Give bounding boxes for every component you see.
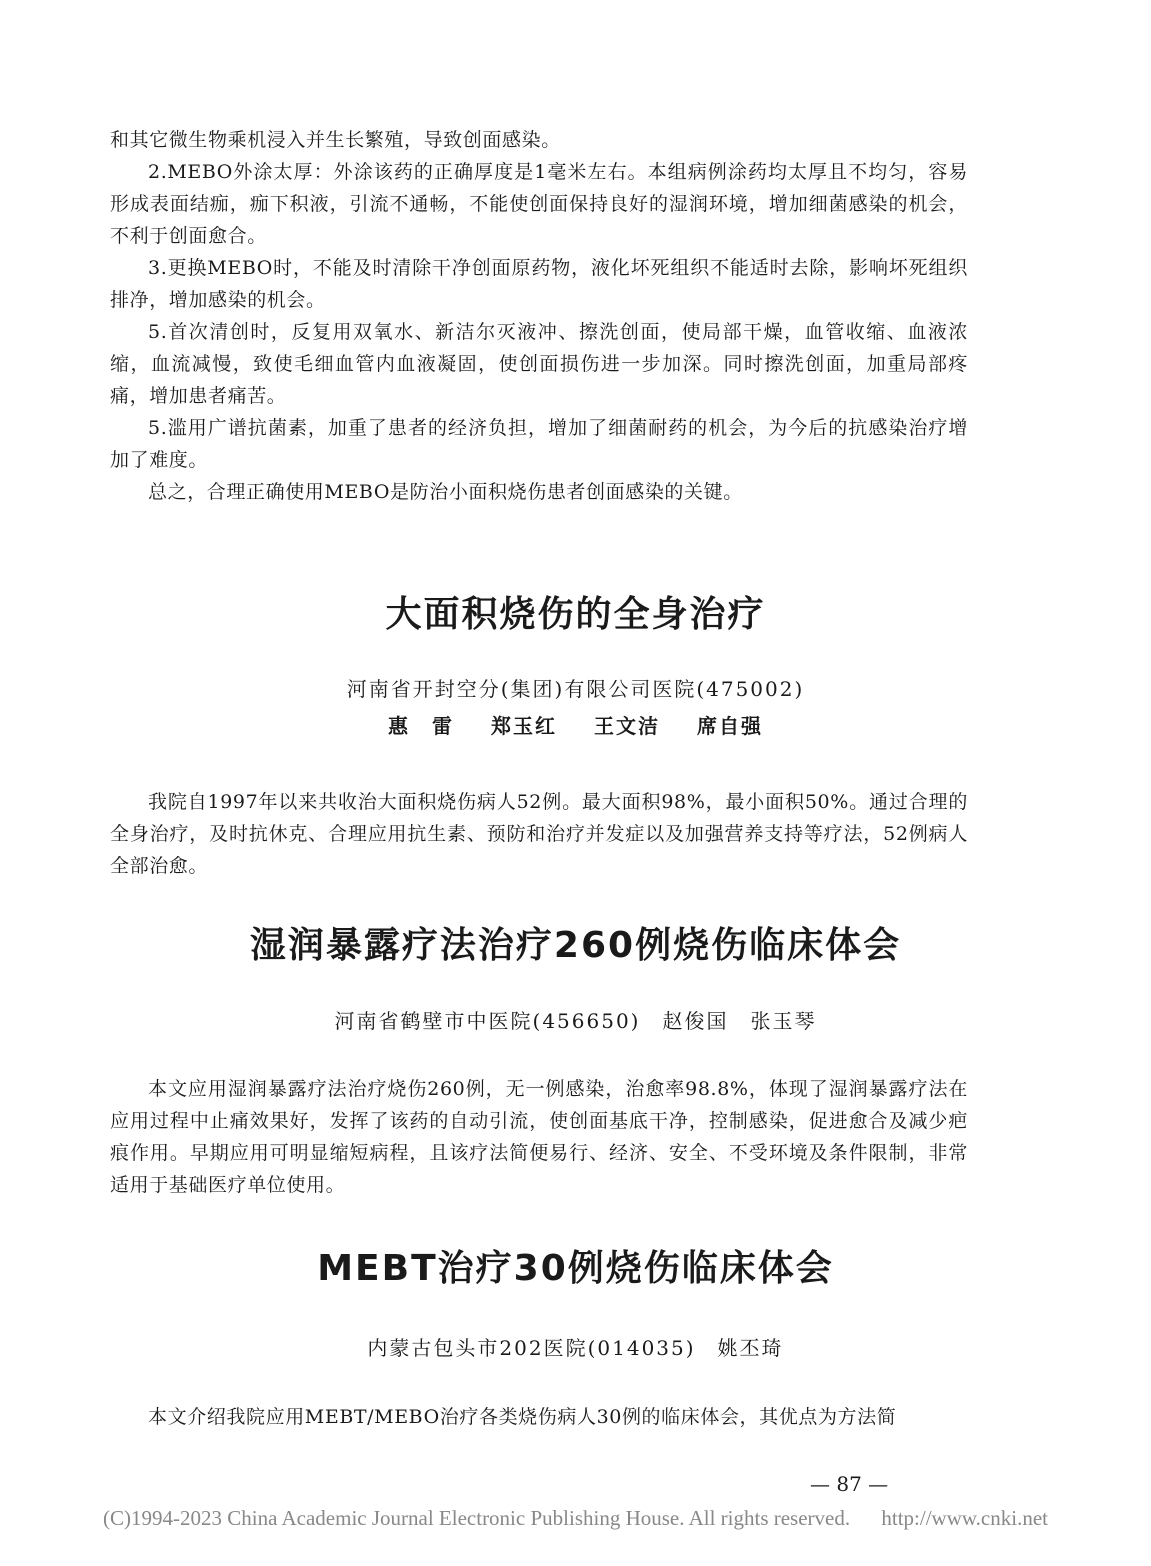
article1-title: 大面积烧伤的全身治疗	[385, 594, 766, 635]
footer-url: http://www.cnki.net	[881, 1506, 1048, 1530]
copyright-footer	[0, 1506, 1151, 1531]
author-name: 惠 雷	[388, 714, 455, 738]
article2-abstract: 本文应用湿润暴露疗法治疗烧伤260例，无一例感染，治愈率98.8%，体现了湿润暴露疗法在应用过程中止痛效果好，发挥了该药的自动引流，使创面基底干净，控制感染，促进愈合及减少疤痕作用。早期应用可明显缩短病程，且该疗法简便易行、经济、安全、不受环境及条件限制，非常适用于基础医疗单位使用。	[110, 1078, 968, 1196]
page-number: — 87 —	[810, 1472, 889, 1496]
paragraph-item-5a: 5.首次清创时，反复用双氧水、新洁尔灭液冲、擦洗创面，使局部干燥，血管收缩、血液浓缩，血流减慢，致使毛细血管内血液凝固，使创面损伤进一步加深。同时擦洗创面，加重局部疼痛，增加患者痛苦。	[110, 321, 968, 407]
author-name: 王文洁	[593, 714, 660, 738]
paragraph-item-5b: 5.滥用广谱抗菌素，加重了患者的经济负担，增加了细菌耐药的机会，为今后的抗感染治疗增加了难度。	[110, 417, 968, 471]
author-name: 郑玉红	[491, 714, 558, 738]
article1-affiliation: 河南省开封空分(集团)有限公司医院(475002)	[346, 677, 805, 701]
article1-authors	[0, 710, 1151, 739]
article2-affiliation: 河南省鹤壁市中医院(456650) 赵俊国 张玉琴	[334, 1009, 817, 1033]
paragraph-item-3: 3.更换MEBO时，不能及时清除干净创面原药物，液化坏死组织不能适时去除，影响坏死组织排净，增加感染的机会。	[110, 257, 968, 311]
article3-abstract: 本文介绍我院应用MEBT/MEBO治疗各类烧伤病人30例的临床体会，其优点为方法简	[148, 1406, 897, 1428]
paragraph-conclusion: 总之，合理正确使用MEBO是防治小面积烧伤患者创面感染的关键。	[148, 481, 743, 503]
paragraph-item-2: 2.MEBO外涂太厚：外涂该药的正确厚度是1毫米左右。本组病例涂药均太厚且不均匀，容易形成表面结痂，痂下积液，引流不通畅，不能使创面保持良好的湿润环境，增加细菌感染的机会，不利于创面愈合。	[110, 161, 968, 247]
author-name: 席自强	[696, 714, 763, 738]
article1-abstract: 我院自1997年以来共收治大面积烧伤病人52例。最大面积98%，最小面积50%。通过合理的全身治疗，及时抗休克、合理应用抗生素、预防和治疗并发症以及加强营养支持等疗法，52例病人全部治愈。	[110, 791, 968, 877]
article3-title: MEBT治疗30例烧伤临床体会	[317, 1248, 834, 1289]
article2-title: 湿润暴露疗法治疗260例烧伤临床体会	[249, 925, 902, 966]
copyright-text: (C)1994-2023 China Academic Journal Electronic Publishing House. All rights reserved.	[103, 1506, 851, 1530]
article3-affiliation: 内蒙古包头市202医院(014035) 姚丕琦	[367, 1336, 784, 1360]
paragraph-continued: 和其它微生物乘机浸入并生长繁殖，导致创面感染。	[110, 129, 561, 151]
